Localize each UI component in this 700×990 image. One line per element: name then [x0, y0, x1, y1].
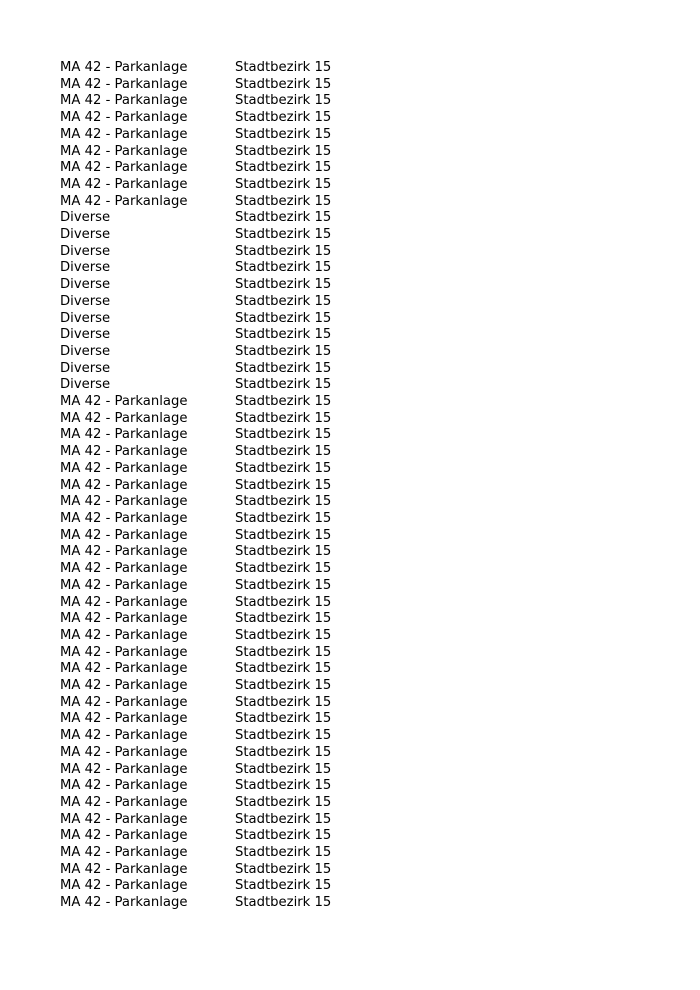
cell-verwaltung: MA 42 - Parkanlage	[60, 126, 188, 142]
cell-verwaltung: Diverse	[60, 277, 111, 293]
table-row	[60, 327, 640, 344]
cell-spacer	[435, 895, 640, 912]
cell-bezirk: Stadtbezirk 15	[235, 878, 332, 894]
cell-verwaltung: MA 42 - Parkanlage	[60, 811, 188, 827]
cell-verwaltung: Diverse	[60, 260, 111, 276]
cell-spacer	[435, 427, 640, 444]
cell-verwaltung: MA 42 - Parkanlage	[60, 510, 188, 526]
cell-verwaltung: MA 42 - Parkanlage	[60, 394, 188, 410]
cell-verwaltung: MA 42 - Parkanlage	[60, 143, 188, 159]
table-row	[60, 127, 640, 144]
cell-verwaltung: Diverse	[60, 327, 111, 343]
cell-spacer	[435, 611, 640, 628]
cell-spacer	[435, 511, 640, 528]
cell-bezirk: Stadtbezirk 15	[235, 494, 332, 510]
data-table	[60, 60, 640, 912]
cell-spacer	[435, 361, 640, 378]
cell-bezirk: Stadtbezirk 15	[235, 410, 332, 426]
cell-bezirk: Stadtbezirk 15	[235, 761, 332, 777]
cell-bezirk: Stadtbezirk 15	[235, 510, 332, 526]
table-row	[60, 695, 640, 712]
table-row	[60, 227, 640, 244]
cell-spacer	[435, 478, 640, 495]
cell-bezirk: Stadtbezirk 15	[235, 794, 332, 810]
table-row	[60, 595, 640, 612]
table-row	[60, 110, 640, 127]
cell-bezirk: Stadtbezirk 15	[235, 76, 332, 92]
table-row	[60, 444, 640, 461]
table-row	[60, 762, 640, 779]
cell-spacer	[435, 578, 640, 595]
table-row	[60, 845, 640, 862]
cell-verwaltung: MA 42 - Parkanlage	[60, 410, 188, 426]
table-row	[60, 177, 640, 194]
cell-bezirk: Stadtbezirk 15	[235, 711, 332, 727]
cell-spacer	[435, 795, 640, 812]
cell-verwaltung: Diverse	[60, 293, 111, 309]
cell-spacer	[435, 77, 640, 94]
table-row	[60, 728, 640, 745]
cell-bezirk: Stadtbezirk 15	[235, 210, 332, 226]
cell-spacer	[435, 595, 640, 612]
cell-verwaltung: Diverse	[60, 227, 111, 243]
cell-bezirk: Stadtbezirk 15	[235, 861, 332, 877]
table-row	[60, 77, 640, 94]
cell-verwaltung: MA 42 - Parkanlage	[60, 527, 188, 543]
table-row	[60, 394, 640, 411]
cell-spacer	[435, 411, 640, 428]
cell-bezirk: Stadtbezirk 15	[235, 828, 332, 844]
cell-bezirk: Stadtbezirk 15	[235, 277, 332, 293]
table-row	[60, 528, 640, 545]
cell-bezirk: Stadtbezirk 15	[235, 243, 332, 259]
table-row	[60, 745, 640, 762]
cell-spacer	[435, 828, 640, 845]
cell-bezirk: Stadtbezirk 15	[235, 744, 332, 760]
cell-verwaltung: MA 42 - Parkanlage	[60, 661, 188, 677]
cell-bezirk: Stadtbezirk 15	[235, 678, 332, 694]
cell-bezirk: Stadtbezirk 15	[235, 728, 332, 744]
table-row	[60, 194, 640, 211]
cell-spacer	[435, 878, 640, 895]
cell-spacer	[435, 494, 640, 511]
cell-bezirk: Stadtbezirk 15	[235, 310, 332, 326]
cell-spacer	[435, 277, 640, 294]
cell-spacer	[435, 327, 640, 344]
cell-verwaltung: Diverse	[60, 243, 111, 259]
cell-verwaltung: MA 42 - Parkanlage	[60, 477, 188, 493]
cell-bezirk: Stadtbezirk 15	[235, 611, 332, 627]
cell-verwaltung: MA 42 - Parkanlage	[60, 778, 188, 794]
cell-bezirk: Stadtbezirk 15	[235, 811, 332, 827]
cell-bezirk: Stadtbezirk 15	[235, 627, 332, 643]
cell-verwaltung: MA 42 - Parkanlage	[60, 794, 188, 810]
cell-bezirk: Stadtbezirk 15	[235, 343, 332, 359]
cell-verwaltung: Diverse	[60, 343, 111, 359]
cell-verwaltung: MA 42 - Parkanlage	[60, 694, 188, 710]
cell-verwaltung: MA 42 - Parkanlage	[60, 60, 188, 75]
cell-verwaltung: MA 42 - Parkanlage	[60, 845, 188, 861]
table-row	[60, 260, 640, 277]
cell-spacer	[435, 377, 640, 394]
cell-bezirk: Stadtbezirk 15	[235, 143, 332, 159]
cell-bezirk: Stadtbezirk 15	[235, 377, 332, 393]
table-row	[60, 711, 640, 728]
cell-verwaltung: MA 42 - Parkanlage	[60, 494, 188, 510]
cell-verwaltung: MA 42 - Parkanlage	[60, 193, 188, 209]
cell-bezirk: Stadtbezirk 15	[235, 160, 332, 176]
table-row	[60, 461, 640, 478]
cell-spacer	[435, 177, 640, 194]
cell-spacer	[435, 845, 640, 862]
table-row	[60, 60, 640, 77]
table-row	[60, 294, 640, 311]
cell-verwaltung: Diverse	[60, 360, 111, 376]
table-row	[60, 578, 640, 595]
cell-verwaltung: MA 42 - Parkanlage	[60, 728, 188, 744]
table-row	[60, 427, 640, 444]
cell-verwaltung: MA 42 - Parkanlage	[60, 460, 188, 476]
table-row	[60, 311, 640, 328]
cell-verwaltung: MA 42 - Parkanlage	[60, 110, 188, 126]
cell-spacer	[435, 812, 640, 829]
cell-verwaltung: MA 42 - Parkanlage	[60, 627, 188, 643]
cell-spacer	[435, 311, 640, 328]
cell-verwaltung: MA 42 - Parkanlage	[60, 427, 188, 443]
table-row	[60, 862, 640, 879]
cell-bezirk: Stadtbezirk 15	[235, 176, 332, 192]
cell-bezirk: Stadtbezirk 15	[235, 778, 332, 794]
table-row	[60, 778, 640, 795]
cell-bezirk: Stadtbezirk 15	[235, 460, 332, 476]
table-row	[60, 244, 640, 261]
cell-bezirk: Stadtbezirk 15	[235, 527, 332, 543]
cell-bezirk: Stadtbezirk 15	[235, 327, 332, 343]
table-row	[60, 93, 640, 110]
cell-bezirk: Stadtbezirk 15	[235, 360, 332, 376]
cell-bezirk: Stadtbezirk 15	[235, 110, 332, 126]
table-row	[60, 795, 640, 812]
cell-verwaltung: MA 42 - Parkanlage	[60, 444, 188, 460]
cell-bezirk: Stadtbezirk 15	[235, 577, 332, 593]
table-row	[60, 628, 640, 645]
cell-spacer	[435, 210, 640, 227]
table-row	[60, 494, 640, 511]
cell-spacer	[435, 294, 640, 311]
table-row	[60, 828, 640, 845]
table-row	[60, 561, 640, 578]
table-row	[60, 344, 640, 361]
cell-spacer	[435, 244, 640, 261]
cell-verwaltung: Diverse	[60, 310, 111, 326]
cell-verwaltung: MA 42 - Parkanlage	[60, 644, 188, 660]
cell-spacer	[435, 711, 640, 728]
cell-spacer	[435, 745, 640, 762]
cell-bezirk: Stadtbezirk 15	[235, 544, 332, 560]
cell-verwaltung: MA 42 - Parkanlage	[60, 861, 188, 877]
cell-bezirk: Stadtbezirk 15	[235, 694, 332, 710]
cell-bezirk: Stadtbezirk 15	[235, 394, 332, 410]
cell-spacer	[435, 227, 640, 244]
cell-bezirk: Stadtbezirk 15	[235, 227, 332, 243]
cell-spacer	[435, 528, 640, 545]
cell-verwaltung: MA 42 - Parkanlage	[60, 561, 188, 577]
cell-bezirk: Stadtbezirk 15	[235, 93, 332, 109]
cell-spacer	[435, 678, 640, 695]
cell-verwaltung: MA 42 - Parkanlage	[60, 176, 188, 192]
table-row	[60, 210, 640, 227]
table-row	[60, 895, 640, 912]
cell-bezirk: Stadtbezirk 15	[235, 126, 332, 142]
cell-bezirk: Stadtbezirk 15	[235, 661, 332, 677]
table-row	[60, 645, 640, 662]
cell-verwaltung: MA 42 - Parkanlage	[60, 577, 188, 593]
cell-spacer	[435, 645, 640, 662]
cell-spacer	[435, 160, 640, 177]
cell-verwaltung: MA 42 - Parkanlage	[60, 544, 188, 560]
cell-spacer	[435, 661, 640, 678]
cell-spacer	[435, 194, 640, 211]
table-row	[60, 361, 640, 378]
cell-spacer	[435, 394, 640, 411]
cell-bezirk: Stadtbezirk 15	[235, 427, 332, 443]
cell-spacer	[435, 695, 640, 712]
table-row	[60, 478, 640, 495]
table-row	[60, 678, 640, 695]
cell-bezirk: Stadtbezirk 15	[235, 561, 332, 577]
cell-spacer	[435, 344, 640, 361]
table-row	[60, 377, 640, 394]
cell-spacer	[435, 260, 640, 277]
table-row	[60, 661, 640, 678]
cell-verwaltung: MA 42 - Parkanlage	[60, 711, 188, 727]
cell-verwaltung: Diverse	[60, 210, 111, 226]
table-row	[60, 878, 640, 895]
cell-bezirk: Stadtbezirk 15	[235, 193, 332, 209]
cell-bezirk: Stadtbezirk 15	[235, 594, 332, 610]
cell-spacer	[435, 60, 640, 77]
cell-bezirk: Stadtbezirk 15	[235, 60, 332, 75]
cell-bezirk: Stadtbezirk 15	[235, 293, 332, 309]
cell-spacer	[435, 561, 640, 578]
cell-verwaltung: MA 42 - Parkanlage	[60, 828, 188, 844]
cell-spacer	[435, 544, 640, 561]
table-row	[60, 812, 640, 829]
cell-spacer	[435, 444, 640, 461]
cell-bezirk: Stadtbezirk 15	[235, 644, 332, 660]
table-row	[60, 277, 640, 294]
cell-bezirk: Stadtbezirk 15	[235, 444, 332, 460]
cell-spacer	[435, 127, 640, 144]
cell-spacer	[435, 862, 640, 879]
table-row	[60, 411, 640, 428]
cell-bezirk: Stadtbezirk 15	[235, 895, 332, 911]
table-row	[60, 144, 640, 161]
cell-verwaltung: MA 42 - Parkanlage	[60, 744, 188, 760]
cell-spacer	[435, 762, 640, 779]
table-row	[60, 511, 640, 528]
cell-spacer	[435, 778, 640, 795]
table-body	[60, 60, 640, 912]
cell-spacer	[435, 628, 640, 645]
table-row	[60, 611, 640, 628]
cell-verwaltung: MA 42 - Parkanlage	[60, 895, 188, 911]
cell-spacer	[435, 728, 640, 745]
table-row	[60, 160, 640, 177]
cell-verwaltung: Diverse	[60, 377, 111, 393]
cell-spacer	[435, 144, 640, 161]
cell-verwaltung: MA 42 - Parkanlage	[60, 611, 188, 627]
cell-spacer	[435, 110, 640, 127]
cell-verwaltung: MA 42 - Parkanlage	[60, 761, 188, 777]
cell-bezirk: Stadtbezirk 15	[235, 845, 332, 861]
cell-verwaltung: MA 42 - Parkanlage	[60, 878, 188, 894]
cell-bezirk: Stadtbezirk 15	[235, 477, 332, 493]
cell-verwaltung: MA 42 - Parkanlage	[60, 594, 188, 610]
cell-verwaltung: MA 42 - Parkanlage	[60, 76, 188, 92]
cell-spacer	[435, 461, 640, 478]
cell-verwaltung: MA 42 - Parkanlage	[60, 678, 188, 694]
cell-verwaltung: MA 42 - Parkanlage	[60, 93, 188, 109]
cell-bezirk: Stadtbezirk 15	[235, 260, 332, 276]
table-row	[60, 544, 640, 561]
cell-spacer	[435, 93, 640, 110]
cell-verwaltung: MA 42 - Parkanlage	[60, 160, 188, 176]
